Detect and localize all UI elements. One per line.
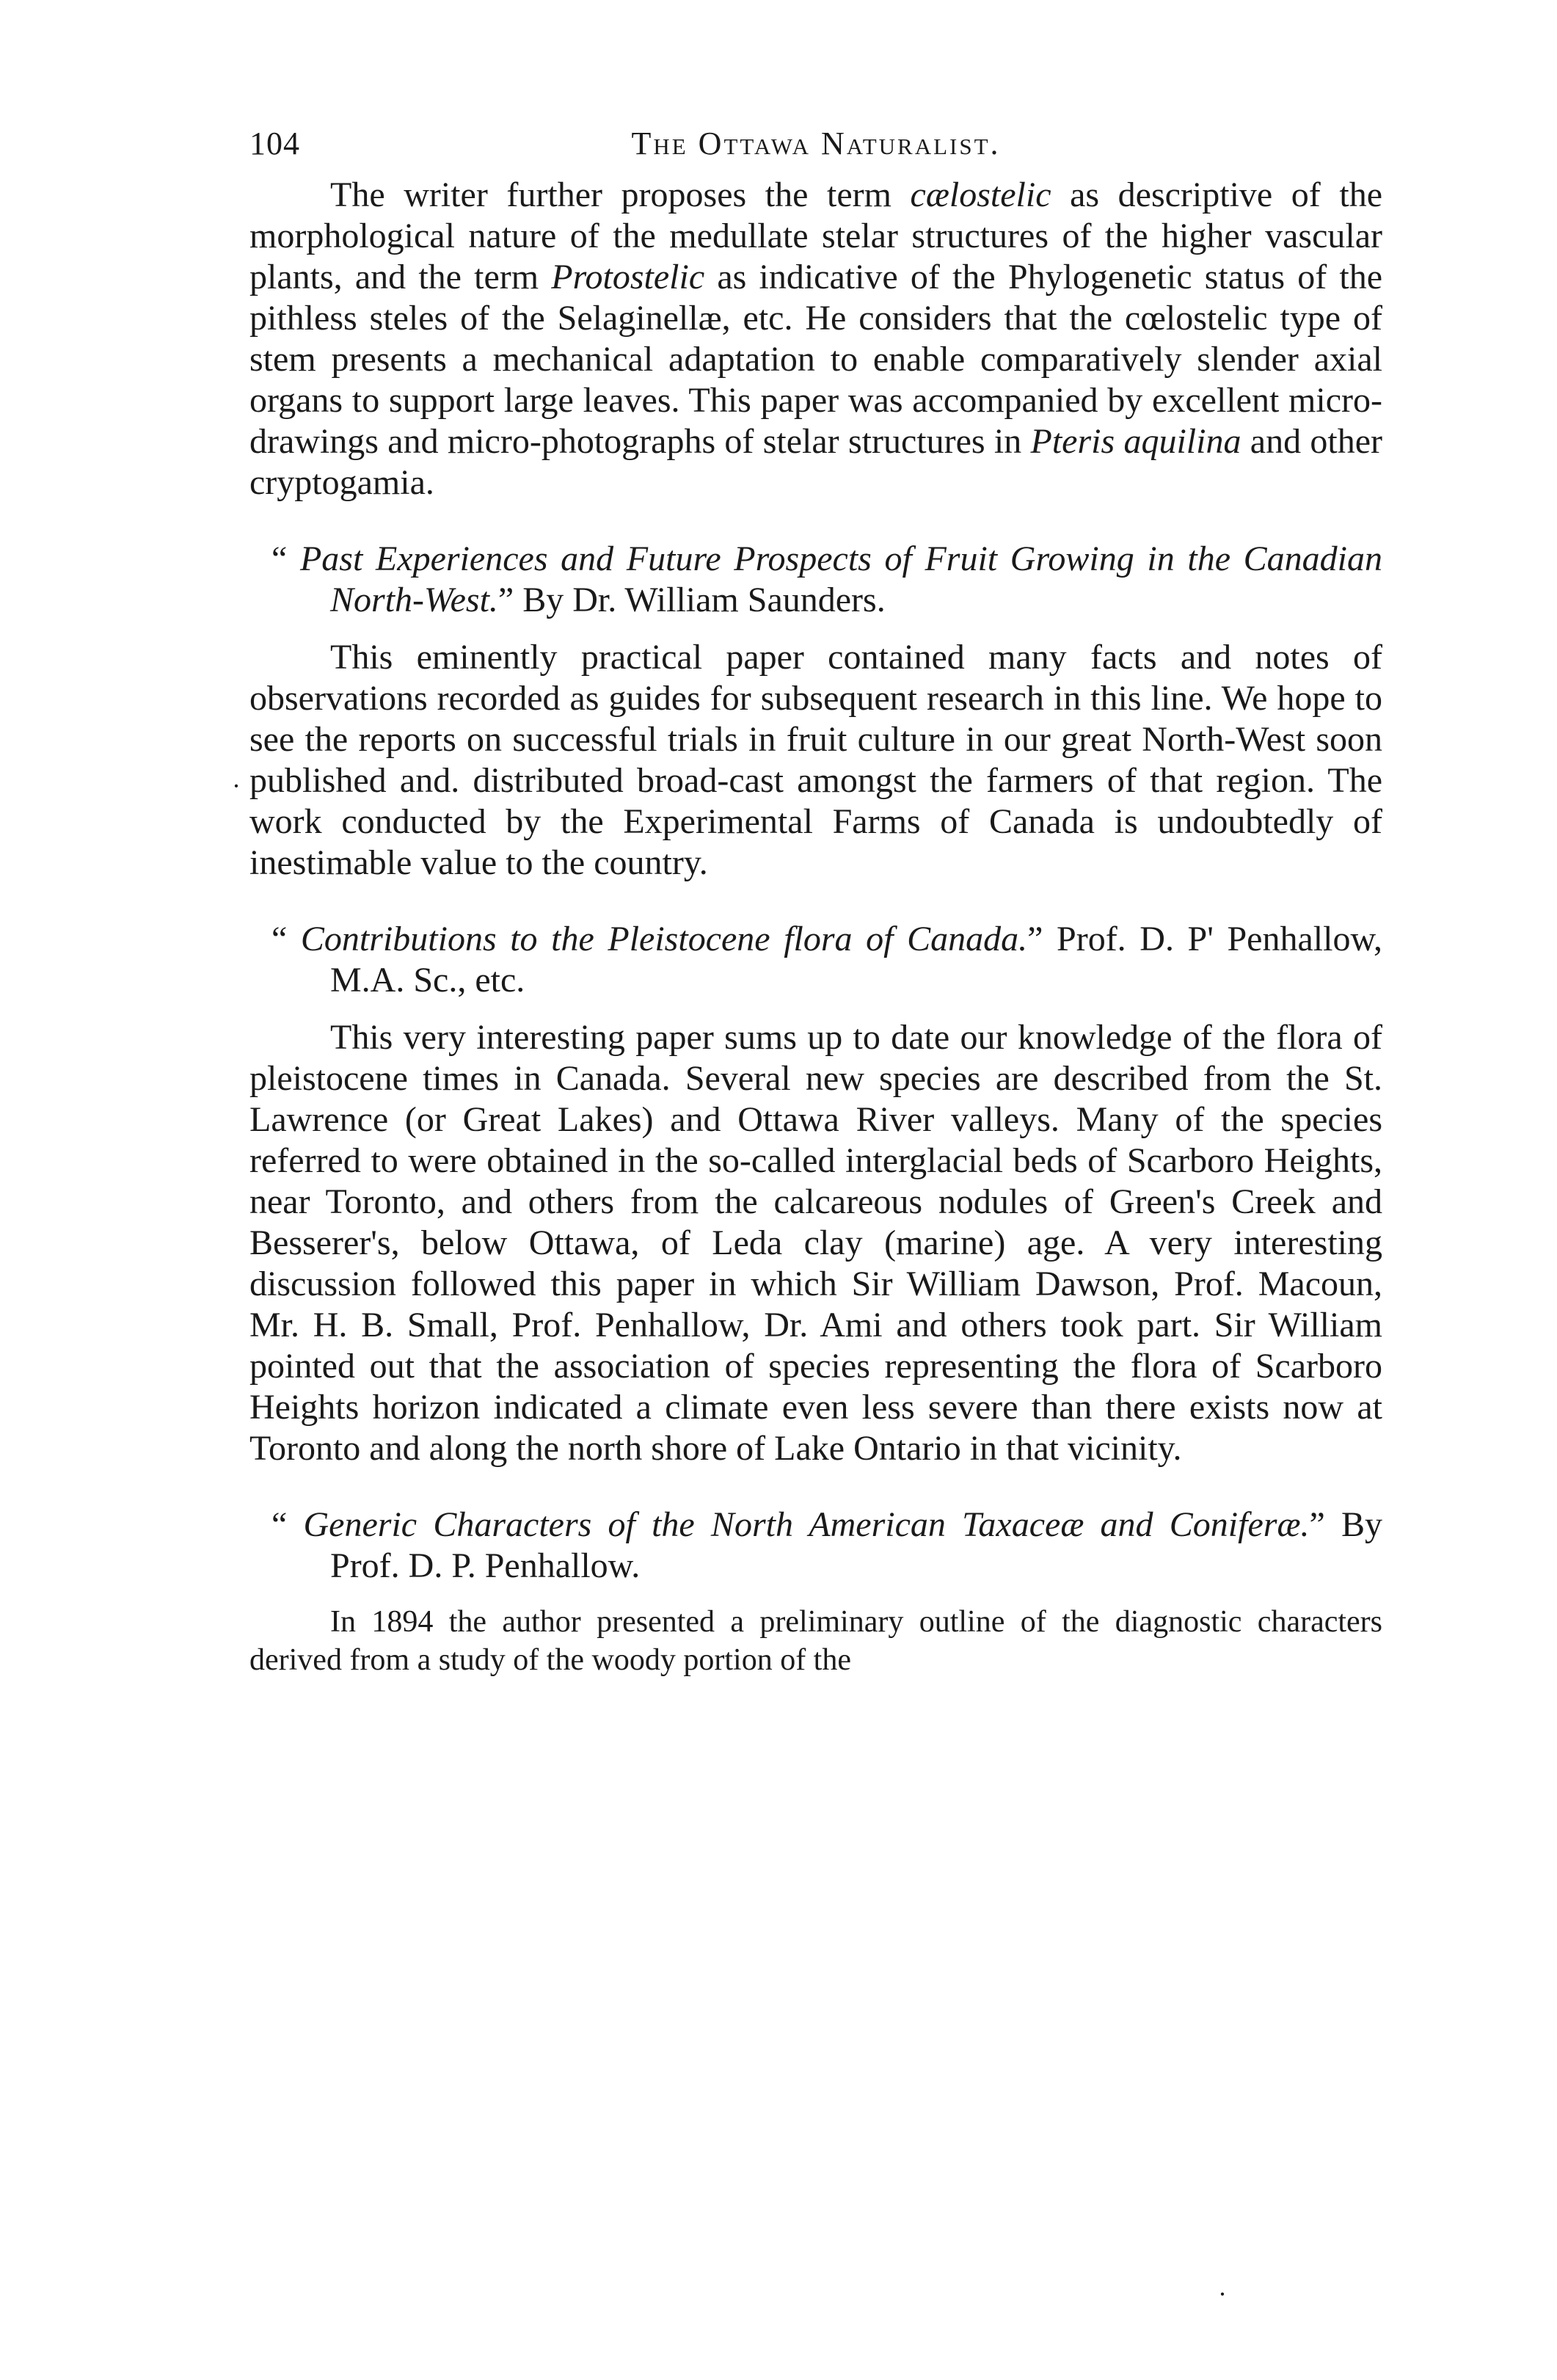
page: [249, 110, 1382, 1679]
close-quote: ”: [497, 581, 514, 619]
open-quote: “: [271, 539, 300, 578]
paper-heading-fruit-growing: [271, 539, 1382, 621]
text-run: as descriptive of the morphological nature of the medullate stelar structures of the higher vascular plants, and the term: [249, 175, 1383, 296]
page-header: [249, 110, 1382, 169]
text-run: The writer further proposes the term: [330, 175, 911, 214]
paper-byline: By Prof. D. P. Penhallow.: [330, 1505, 1382, 1585]
paragraph-coelostelic: [249, 175, 1382, 503]
text-run: and other cryptogamia.: [249, 422, 1382, 502]
paper-byline: By Dr. William Saunders.: [514, 581, 886, 619]
text-run: as indicative of the Phylogenetic status of the pithless steles of the Selaginellæ, etc. He considers that the cœlostelic type of stem presents a mechanical adaptation to enable comparatively slender axial organs to support large leaves. This paper was accompanied by excellent micro-drawings and micro-photographs of stelar structures in: [249, 258, 1383, 461]
term-protostelic: Protostelic: [551, 258, 705, 296]
paper-byline: Prof. D. P' Penhallow, M.A. Sc., etc.: [330, 920, 1382, 1000]
paragraph-pleistocene-flora: This very interesting paper sums up to date our knowledge of the flora of pleistocene times in Canada. Several new species are described from the St. Lawrence (or Great Lakes) and Ottawa River valleys. Many of the species referred to were obtained in the so-called interglacial beds of Scarboro Heights, near Toronto, and others from the calcareous nodules of Green's Creek and Besserer's, below Ottawa, of Leda clay (marine) age. A very interesting discussion followed this paper in which Sir William Dawson, Prof. Macoun, Mr. H. B. Small, Prof. Penhallow, Dr. Ami and others took part. Sir William pointed out that the association of species representing the flora of Scarboro Heights horizon indicated a climate even less severe than there exists now at Toronto and along the north shore of Lake Ontario in that vicinity.: [249, 1018, 1382, 1468]
paper-title: Generic Characters of the North American Taxaceæ and Coniferæ.: [303, 1505, 1310, 1544]
paper-title: flora: [784, 920, 853, 958]
open-quote: “: [271, 920, 301, 958]
close-quote: ”: [1309, 1505, 1325, 1544]
margin-dot-mark: ·: [232, 771, 241, 801]
page-number: 104: [249, 125, 300, 161]
open-quote: “: [271, 1505, 304, 1544]
paper-title: Contributions to the Pleistocene: [300, 920, 784, 958]
term-coelostelic: cælostelic: [910, 175, 1051, 214]
paper-title: of Canada.: [852, 920, 1028, 958]
paper-heading-taxaceae-coniferae: [271, 1504, 1382, 1587]
running-title: The Ottawa Naturalist.: [631, 125, 1001, 161]
paper-title: Past Experiences and Future Prospects of Fruit Growing in the Canadian North-West.: [299, 539, 1382, 619]
stray-dot-mark: ·: [1218, 2279, 1227, 2309]
paragraph-fruit-growing: This eminently practical paper contained many facts and notes of observations recorded as guides for subsequent research in this line. We hope to see the reports on successful trials in fruit culture in our great North-West soon published and. distributed broad-cast amongst the farmers of that region. The work conducted by the Experimental Farms of Canada is undoubtedly of inestimable value to the country.: [249, 638, 1382, 882]
paragraph-taxaceae-coniferae: In 1894 the author presented a preliminary outline of the diagnostic characters derived from a study of the woody portion of the: [249, 1605, 1382, 1677]
close-quote: ”: [1027, 920, 1043, 958]
paper-heading-pleistocene-flora: [271, 919, 1382, 1001]
species-pteris-aquilina: Pteris aquilina: [1030, 422, 1241, 461]
